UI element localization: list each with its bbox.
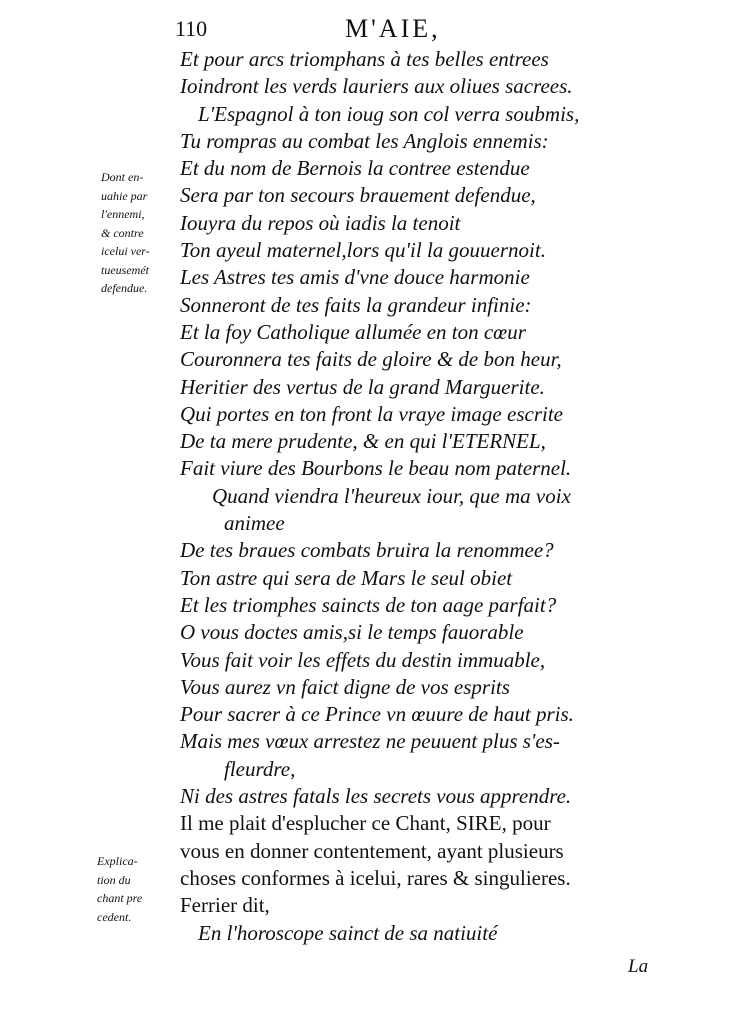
margin-note-line: defendue. [101, 281, 148, 295]
text-line: Couronnera tes faits de gloire & de bon heur, [180, 347, 562, 372]
text-line: En l'horoscope sainct de sa natiuité [198, 920, 498, 945]
margin-note-line: tion du [97, 872, 131, 887]
text-line: Tu rompras au combat les Anglois ennemis: [180, 128, 549, 153]
text-line: animee [224, 511, 285, 536]
text-line: Fait viure des Bourbons le beau nom paternel. [180, 456, 572, 481]
text-line: Ton astre qui sera de Mars le seul obiet [180, 565, 513, 590]
text-line: Les Astres tes amis d'vne douce harmonie [180, 265, 530, 290]
text-line: Qui portes en ton front la vraye image escrite [180, 401, 563, 426]
text-line: vous en donner contentement, ayant plusieurs [180, 838, 564, 863]
text-line: Iouyra du repos où iadis la tenoit [180, 210, 461, 235]
text-line: L'Espagnol à ton ioug son col verra soubmis, [198, 101, 580, 126]
verse-body [180, 46, 700, 947]
text-line: Heritier des vertus de la grand Marguerite. [180, 374, 545, 399]
page-number: 110 [175, 16, 208, 41]
text-line: Quand viendra l'heureux iour, que ma voix [212, 483, 571, 508]
margin-note-line: & contre [101, 225, 144, 240]
text-line: Ton ayeul maternel,lors qu'il la gouuernoit. [180, 238, 546, 263]
text-line: Ioindront les verds lauriers aux oliues sacrees. [180, 74, 573, 99]
text-line: Et les triomphes saincts de ton aage parfait? [180, 592, 557, 617]
margin-note-line: uahie par [101, 188, 148, 203]
text-line: Vous aurez vn faict digne de vos esprits [180, 674, 510, 699]
text-line: fleurdre, [224, 756, 296, 781]
catchword: La [628, 956, 649, 977]
margin-note-line: l'ennemi, [101, 207, 145, 221]
text-line: Ni des astres fatals les secrets vous apprendre. [180, 784, 572, 809]
text-line: Sera par ton secours brauement defendue, [180, 183, 536, 208]
margin-note-line: tueusemét [101, 262, 149, 277]
margin-note-line: chant pre [97, 891, 143, 905]
text-line: Ferrier dit, [180, 893, 270, 918]
margin-note-line: icelui ver- [101, 244, 150, 258]
text-line: Vous fait voir les effets du destin immuable, [180, 647, 546, 672]
text-line: Il me plait d'esplucher ce Chant, SIRE, pour [180, 811, 551, 836]
text-line: De ta mere prudente, & en qui l'ETERNEL, [180, 429, 546, 454]
margin-note-line: Explica- [97, 854, 138, 868]
text-line: Sonneront de tes faits la grandeur infinie: [180, 292, 532, 317]
margin-note-defended [101, 168, 177, 298]
text-line: Mais mes vœux arrestez ne peuuent plus s'es- [180, 729, 560, 754]
page-header [175, 14, 665, 48]
text-line: Et du nom de Bernois la contree estendue [180, 156, 530, 181]
text-line: Et la foy Catholique allumée en ton cœur [180, 319, 526, 344]
text-line: Et pour arcs triomphans à tes belles entrees [180, 47, 549, 71]
margin-note-explanation [97, 852, 169, 926]
text-line: De tes braues combats bruira la renommee? [180, 538, 554, 563]
margin-note-line: Dont en- [101, 170, 144, 184]
margin-note-line: cedent. [97, 909, 132, 924]
text-line: choses conformes à icelui, rares & singulieres. [180, 865, 571, 890]
text-line: Pour sacrer à ce Prince vn œuure de haut pris. [180, 702, 574, 727]
text-line: O vous doctes amis,si le temps fauorable [180, 620, 524, 645]
running-head: M'AIE, [345, 14, 441, 43]
